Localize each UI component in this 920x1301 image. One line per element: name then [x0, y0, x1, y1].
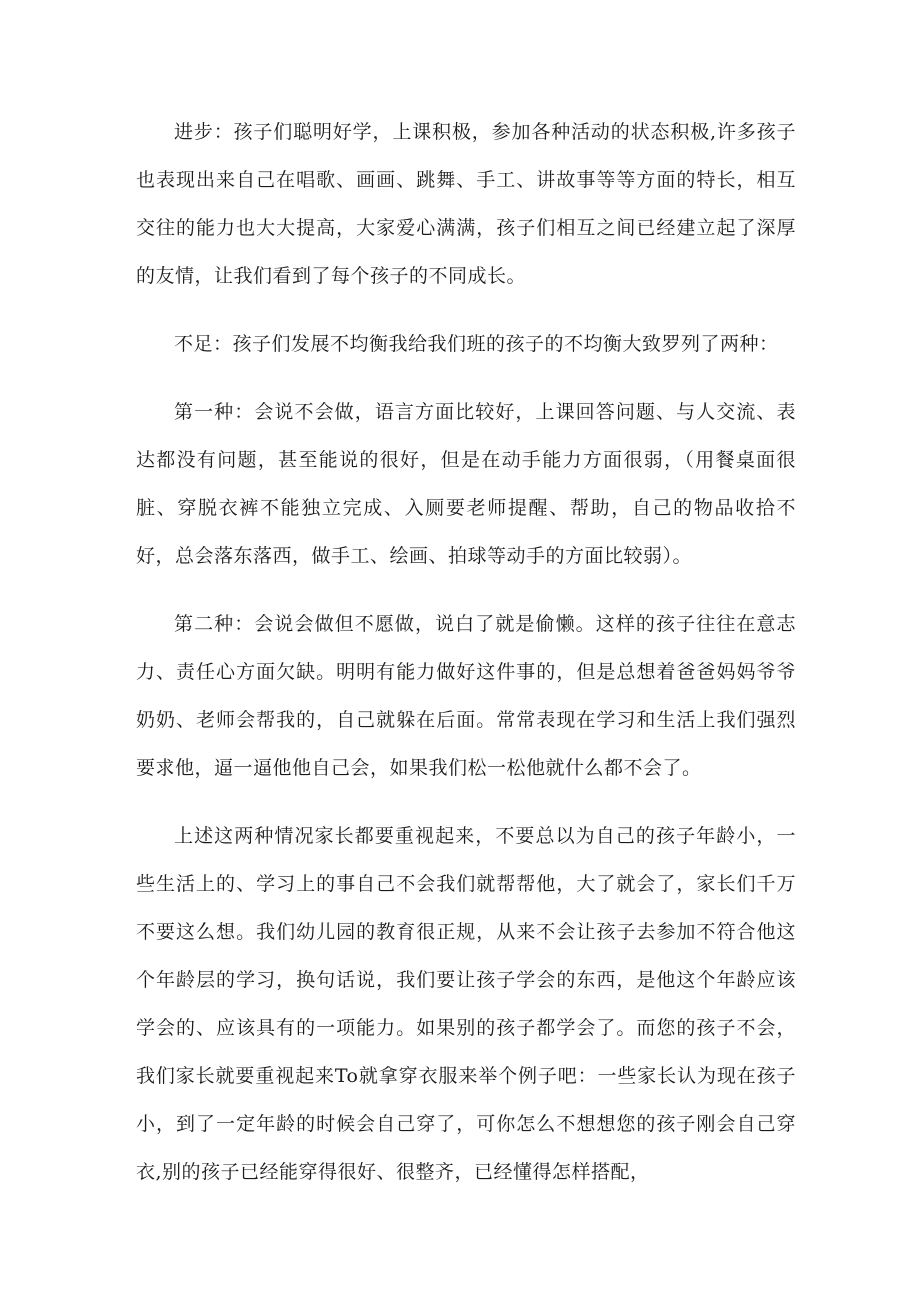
document-body [136, 108, 796, 1196]
paragraph-progress: 进步：孩子们聪明好学，上课积极，参加各种活动的状态积极,许多孩子也表现出来自己在唱歌、画画、跳舞、手工、讲故事等等方面的特长，相互交往的能力也大大提高，大家爱心满满，孩子们相互之间已经建立起了深厚的友情，让我们看到了每个孩子的不同成长。 [136, 121, 796, 287]
paragraph-shortcomings: 不足：孩子们发展不均衡我给我们班的孩子的不均衡大致罗列了两种： [174, 333, 779, 355]
paragraph-advice: 上述这两种情况家长都要重视起来，不要总以为自己的孩子年龄小，一些生活上的、学习上的事自己不会我们就帮帮他，大了就会了，家长们千万不要这么想。我们幼儿园的教育很正规，从来不会让孩子去参加不符合他这个年龄层的学习，换句话说，我们要让孩子学会的东西，是他这个年龄应该学会的、应该具有的一项能力。如果别的孩子都学会了。而您的孩子不会，我们家长就要重视起来To就拿穿衣服来举个例子吧：一些家长认为现在孩子小，到了一定年龄的时候会自己穿了，可你怎么不想想您的孩子刚会自己穿衣,别的孩子已经能穿得很好、很整齐，已经懂得怎样搭配， [136, 825, 796, 1183]
paragraph-type-two: 第二种：会说会做但不愿做，说白了就是偷懒。这样的孩子往往在意志力、责任心方面欠缺。明明有能力做好这件事的，但是总想着爸爸妈妈爷爷奶奶、老师会帮我的，自己就躲在后面。常常表现在学习和生活上我们强烈要求他，逼一逼他他自己会，如果我们松一松他就什么都不会了。 [136, 613, 796, 779]
paragraph-type-one: 第一种：会说不会做，语言方面比较好，上课回答问题、与人交流、表达都没有问题，甚至能说的很好，但是在动手能力方面很弱，（用餐桌面很脏、穿脱衣裤不能独立完成、入厕要老师提醒、帮助，自己的物品收拾不好，总会落东落西，做手工、绘画、拍球等动手的方面比较弱）。 [136, 401, 796, 567]
